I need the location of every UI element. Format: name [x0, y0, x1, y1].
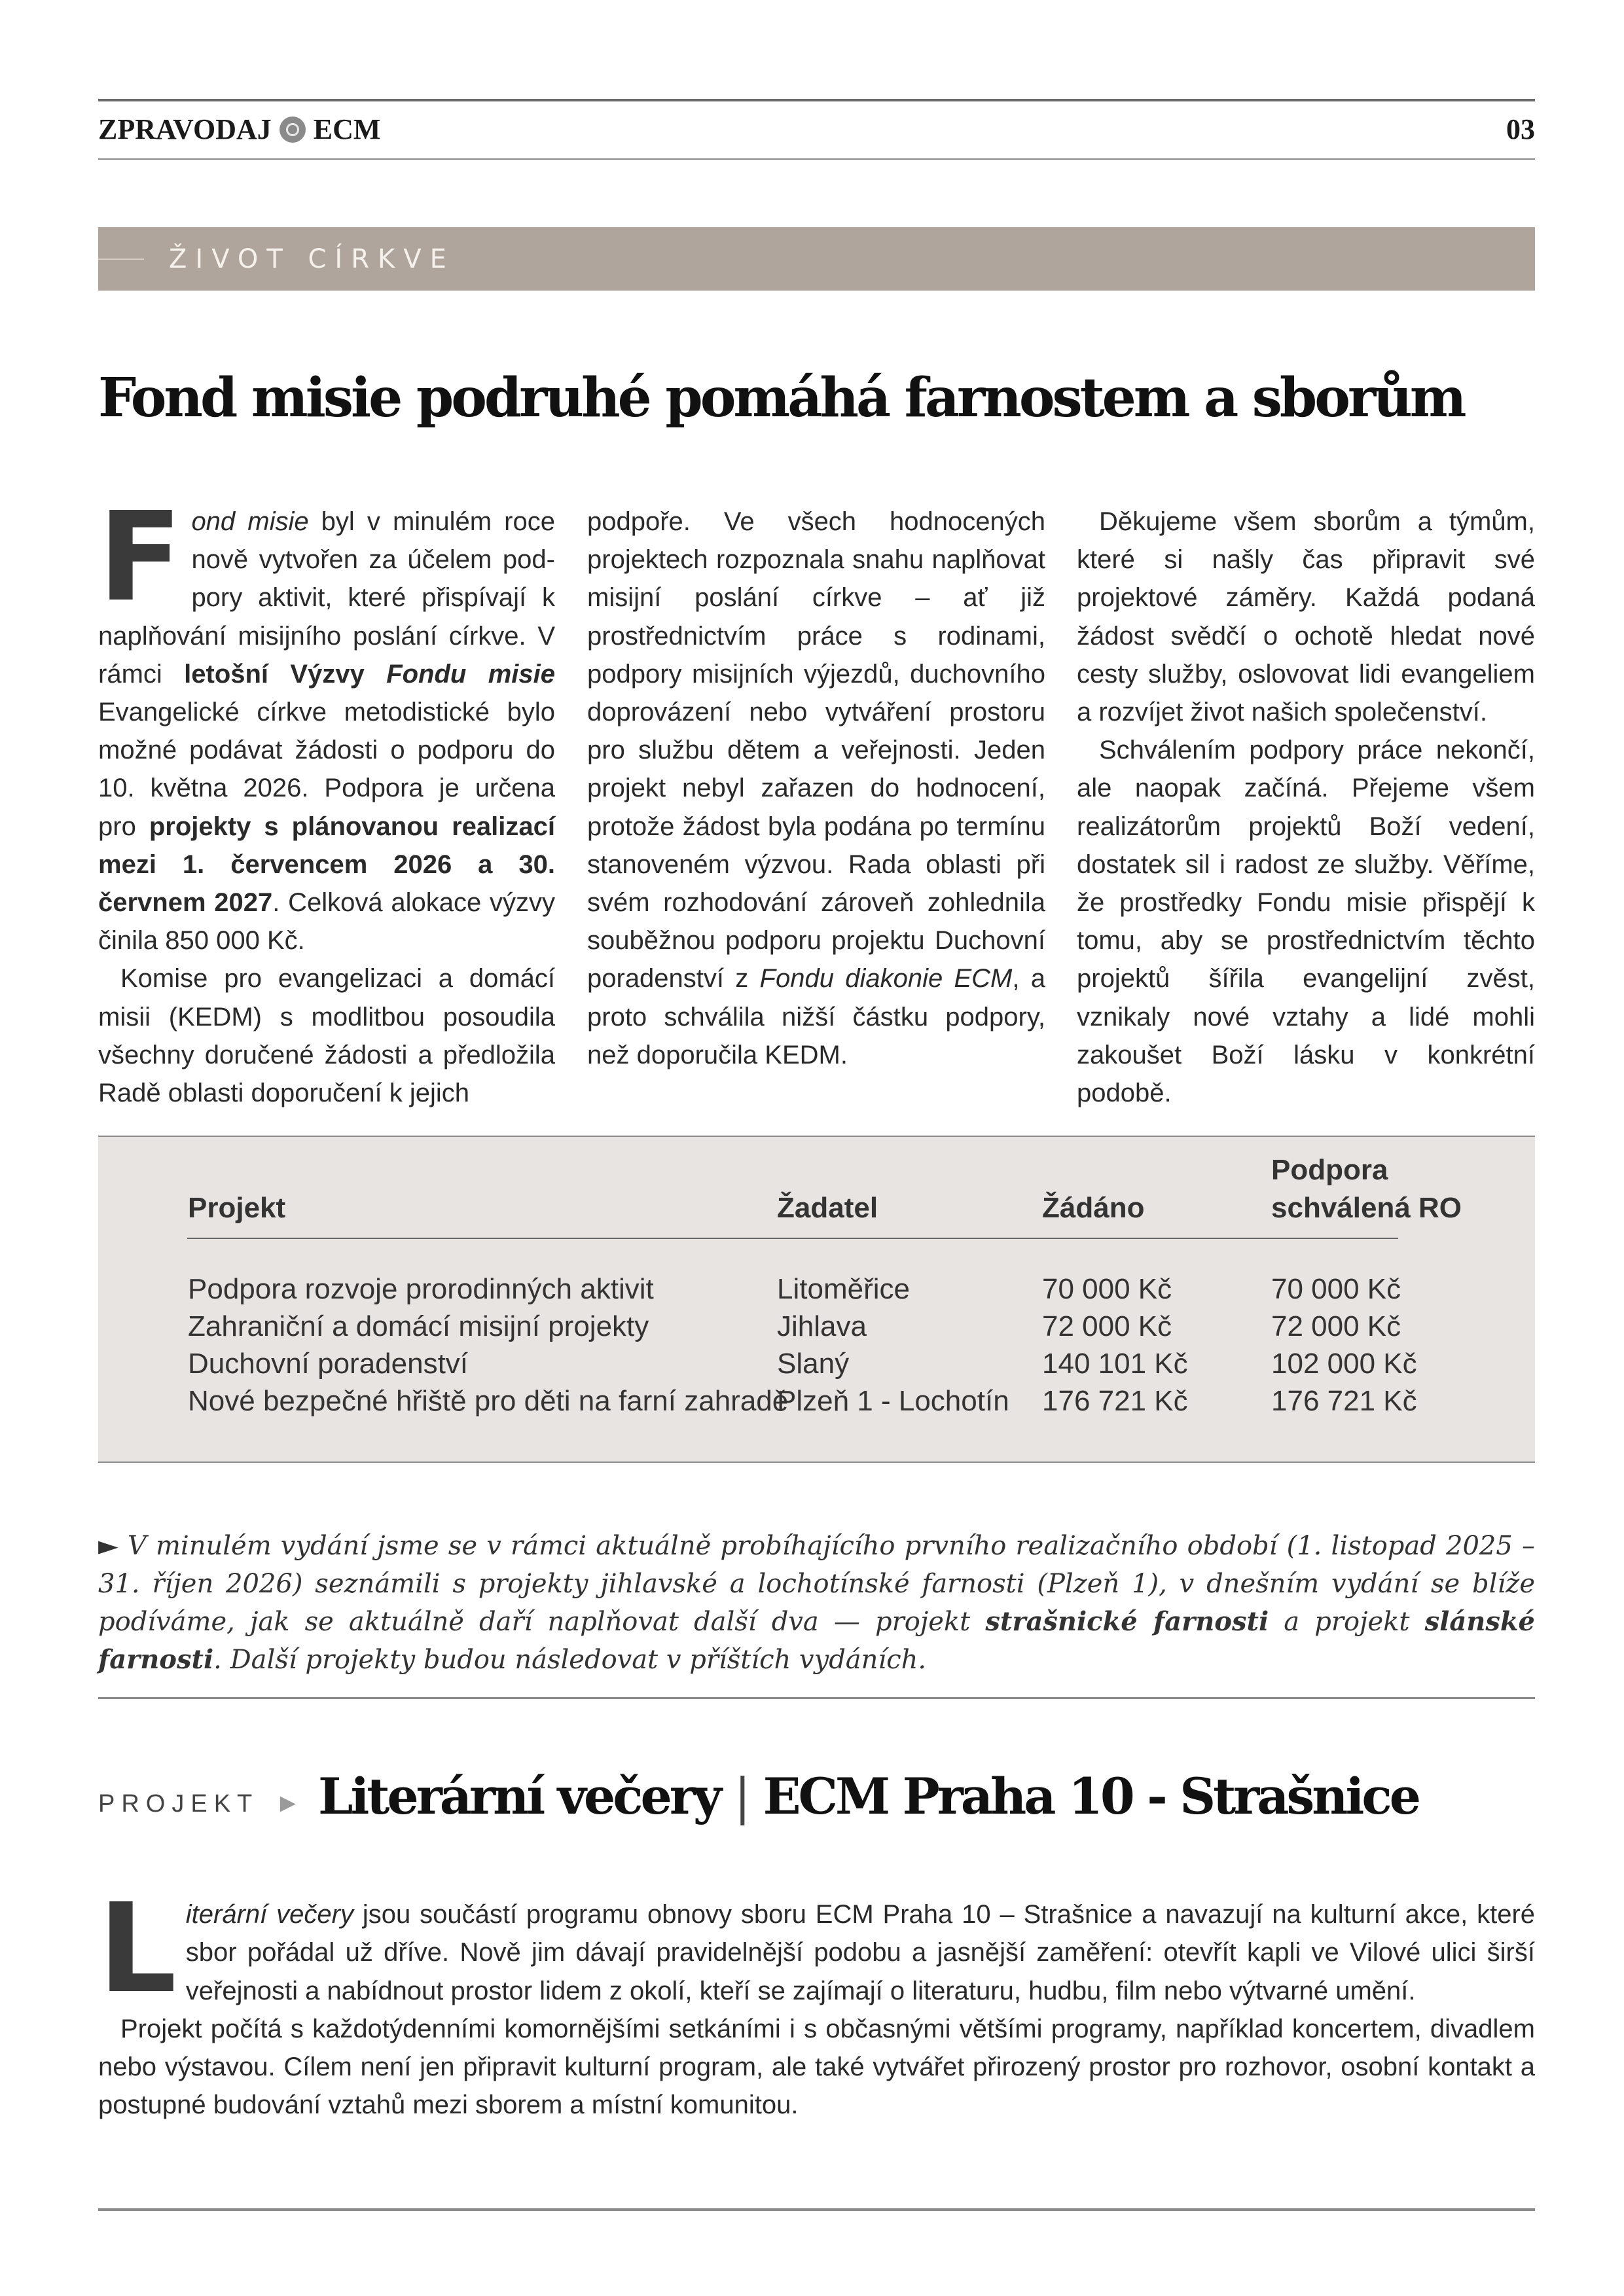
- top-rule: [98, 99, 1535, 101]
- grant-table: [98, 1136, 1535, 1463]
- col1-bold-italic-fund: Fondu misie: [386, 659, 555, 689]
- church-seal-icon: [280, 117, 306, 143]
- table-header-rule: [187, 1238, 1398, 1239]
- article-column-2: [587, 503, 1045, 1074]
- table-cell: Litoměřice: [777, 1273, 910, 1305]
- table-cell: 72 000 Kč: [1042, 1310, 1172, 1342]
- project-italic-name: iterární večery: [185, 1900, 353, 1929]
- col1-bold-dates: projekty s plánovanou realizací mezi 1. červencem 2026 a 30. červnem 2027: [98, 812, 555, 918]
- article-column-1: [98, 486, 555, 1112]
- note-arrow-icon: ►: [98, 1531, 118, 1561]
- masthead-left: ZPRAVODAJ: [98, 113, 272, 145]
- project-arrow-icon: ►: [275, 1789, 301, 1818]
- project-paragraph-1: [98, 1877, 1536, 2020]
- table-cell: Plzeň 1 - Lochotín: [777, 1385, 1009, 1417]
- band-dash: [98, 259, 144, 260]
- th-approved-line1: Podpora: [1271, 1154, 1388, 1186]
- table-cell: 140 101 Kč: [1042, 1348, 1188, 1380]
- table-cell: Duchovní poradenství: [188, 1348, 469, 1380]
- dropcap-l: L: [98, 1877, 177, 2020]
- project-label: PROJEKT: [98, 1790, 259, 1818]
- col1-text-a: byl v minulém roce nově vytvořen za účelem podpory aktivit, které přispívají k naplňování misijního poslání církve. V rámci: [98, 507, 555, 689]
- note-bold-slany: slánské farnosti: [98, 1606, 1536, 1675]
- project-title-separator: |: [734, 1767, 749, 1825]
- th-requested: Žádáno: [1042, 1192, 1145, 1224]
- project-title-main: Literární večery: [318, 1767, 720, 1825]
- table-cell: 176 721 Kč: [1042, 1385, 1188, 1417]
- table-cell: 176 721 Kč: [1271, 1385, 1417, 1417]
- header-bottom-rule: [98, 158, 1535, 160]
- col1-text-d: Evangelické církve metodistické bylo možné podávat žádosti o podporu do 10. května 2026. Podpora je určena pro: [98, 698, 555, 841]
- note-text-a: V minulém vydání jsme se v rámci aktuálně probíhajícího prvního realizačního období (1. listopad 2025 – 31. říjen 2026) seznámili s projekty jihlavské a lochotínské farnosti (Plzeň 1), v dnešním vydání se blíže podíváme, jak se aktuálně daří naplňovat další dva — projekt: [98, 1531, 1535, 1637]
- col1-text-f: . Celková alokace výzvy činila 850 000 Kč.: [98, 888, 555, 956]
- article-column-3: [1077, 503, 1535, 1112]
- article-headline: Fond misie podruhé pomáhá farnostem a sborům: [98, 367, 1464, 429]
- section-band: [98, 227, 1535, 291]
- col3-paragraph-2: Schválením podpory práce nekončí, ale naopak začíná. Přejeme všem realizátorům projektů Boží vedení, dostatek sil i radost ze služby. Věříme, že prostředky Fondu misie přispějí k tomu, aby se prostřednictvím těchto projektů šířila evangelijní zvěst, vznikaly nové vztahy a lidé mohli zakoušet Boží lásku v konkrétní podobě.: [1077, 736, 1535, 1108]
- note-bold-strasnice: strašnické farnosti: [985, 1606, 1269, 1637]
- section-divider: [98, 1697, 1535, 1699]
- project-title: [318, 1767, 1418, 1825]
- col2-paragraph-1: [587, 503, 1045, 1074]
- col1-bold-call: letošní Výzvy: [184, 659, 387, 689]
- th-applicant: Žadatel: [777, 1192, 878, 1224]
- table-cell: 102 000 Kč: [1271, 1348, 1417, 1380]
- dropcap-f: F: [98, 486, 183, 629]
- col3-paragraph-1: Děkujeme všem sborům a týmům, které si našly čas připravit své projektové záměry. Každá podaná žádost svědčí o ochotě hledat nové cesty služby, oslovovat lidi evangeliem a rozvíjet život našich společenství.: [1077, 507, 1535, 727]
- th-approved-line2: schválená RO: [1271, 1192, 1462, 1224]
- table-cell: Podpora rozvoje prorodinných aktivit: [188, 1273, 654, 1305]
- table-cell: Zahraniční a domácí misijní projekty: [188, 1310, 649, 1342]
- col2-italic-fund: Fondu diakonie ECM: [759, 964, 1013, 994]
- masthead-right: ECM: [313, 113, 381, 145]
- bottom-rule: [98, 2208, 1535, 2211]
- th-project: Projekt: [188, 1192, 286, 1224]
- table-cell: 70 000 Kč: [1042, 1273, 1172, 1305]
- fund-name-italic: ond misie: [191, 507, 309, 536]
- table-cell: 70 000 Kč: [1271, 1273, 1401, 1305]
- col1-paragraph-2: Komise pro evangelizaci a domácí misii (KEDM) s modlitbou posoudila všechny doručené žádosti a předložila Radě oblasti doporučení k jejich: [98, 964, 555, 1108]
- th-approved: [1271, 1151, 1462, 1227]
- project-paragraph-2: Projekt počítá s každotýdenními komornějšími setkáními i s občasnými většími programy, například koncertem, divadlem nebo výstavou. Cílem není jen připravit kulturní program, ale také vytvářet přirozený prostor pro rozhovor, osobní kontakt a postupné budování vztahů mezi sborem a místní komunitou.: [98, 2014, 1535, 2120]
- col2-text-c: , a proto schválila nižší částku podpory, než doporučila KEDM.: [587, 964, 1045, 1069]
- publication-masthead: [98, 113, 380, 146]
- table-cell: Nové bezpečné hřiště pro děti na farní zahradě: [188, 1385, 789, 1417]
- project-article: [98, 1877, 1536, 2125]
- project-title-location: ECM Praha 10 - Strašnice: [763, 1767, 1419, 1825]
- note-text-c: a projekt: [1269, 1607, 1425, 1637]
- project-text-1: jsou součástí programu obnovy sboru ECM Praha 10 – Strašnice a navazují na kulturní akce, které sbor pořádal už dříve. Nově jim dávají pravidelnější podobu a jasnější zaměření: otevřít kapli ve Vilové ulici širší veřejnosti a nabídnout prostor lidem z okolí, kteří se zajímají o literaturu, hudbu, film nebo výtvarné umění.: [185, 1900, 1536, 2005]
- table-cell: Jihlava: [777, 1310, 867, 1342]
- table-cell: Slaný: [777, 1348, 850, 1380]
- editorial-note: [98, 1527, 1535, 1679]
- table-cell: 72 000 Kč: [1271, 1310, 1401, 1342]
- col2-text-a: podpoře. Ve všech hodnocených projektech rozpoznala snahu naplňovat misijní poslání církve – ať již prostřednictvím práce s rodinami, podpory misijních výjezdů, duchovního doprovázení nebo vytváření prostoru pro službu dětem a veřejnosti. Jeden projekt nebyl zařazen do hodnocení, protože žádost byla podána po termínu stanoveném výzvou. Rada oblasti při svém rozhodování zároveň zohlednila souběžnou podporu projektu Duchovní poradenství z: [587, 507, 1045, 994]
- col1-paragraph-1: [98, 486, 555, 960]
- section-label: ŽIVOT CÍRKVE: [169, 244, 455, 274]
- page-number: 03: [1506, 113, 1535, 145]
- note-text-e: . Další projekty budou následovat v příštích vydáních.: [213, 1645, 927, 1675]
